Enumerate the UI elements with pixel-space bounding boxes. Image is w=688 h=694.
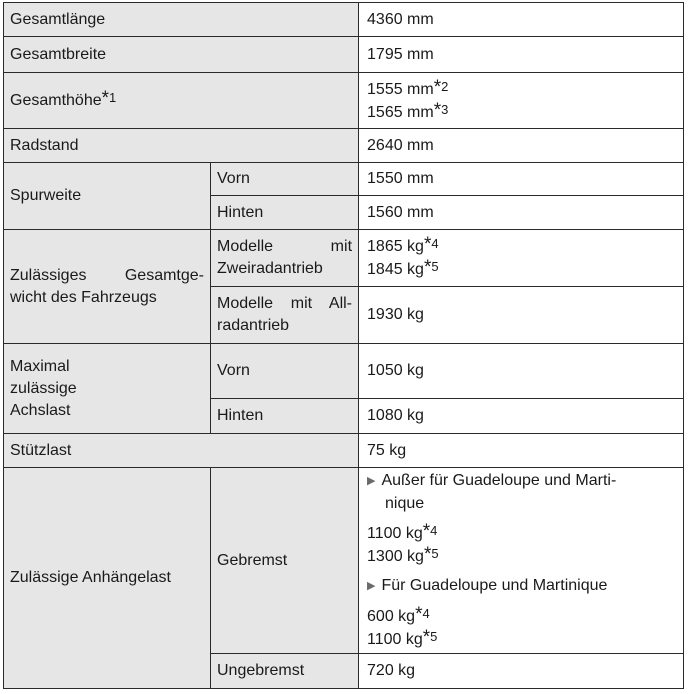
- value-line: 1845 $kg^{*5}$: [367, 257, 439, 278]
- label-modelle-zweiradantrieb: Modelle mit Zweiradantrieb: [211, 230, 359, 287]
- label-gesamtgewicht: Zulässiges Gesamtge- wicht des Fahrzeugs: [4, 230, 211, 344]
- value-line: 1300 $kg^{*5}$: [367, 544, 439, 565]
- label-anhaengelast: Zulässige Anhängelast: [4, 468, 211, 689]
- value-stuetzlast: 75 kg: [359, 434, 684, 468]
- row-gesamtlaenge: [4, 3, 684, 37]
- value-anhaengelast-gebremst: ▶ Außer für Guadeloupe und Marti- nique 1100 $kg^{*4}$ 1300 $kg^{*5}$ ▶ Für Guadeloupe und Martinique 600 $kg^{*4}$ 1100 $kg^{*5}$: [359, 468, 684, 654]
- row-anhaengelast-gebremst: [4, 468, 684, 654]
- label-gesamtbreite: Gesamtbreite: [4, 37, 359, 73]
- value-achslast-vorn: 1050 kg: [359, 344, 684, 399]
- label-ungebremst: Ungebremst: [211, 654, 359, 689]
- value-gesamtbreite: 1795 mm: [359, 37, 684, 73]
- value-line: 1100 $kg^{*4}$: [367, 521, 438, 542]
- value-line: 1555 $mm^{*2}$: [367, 76, 449, 98]
- label-achslast-hinten: Hinten: [211, 399, 359, 434]
- row-gesamthoehe: [4, 73, 684, 129]
- label-spurweite-hinten: Hinten: [211, 196, 359, 230]
- label-stuetzlast: Stützlast: [4, 434, 359, 468]
- value-line: 1865 $kg^{*4}$: [367, 234, 439, 255]
- label-gesamthoehe: [4, 73, 359, 129]
- row-stuetzlast: [4, 434, 684, 468]
- row-spurweite-vorn: [4, 163, 684, 196]
- row-gesamtbreite: [4, 37, 684, 73]
- label-gesamtlaenge: Gesamtlänge: [4, 3, 359, 37]
- row-achslast-vorn: [4, 344, 684, 399]
- value-spurweite-hinten: 1560 mm: [359, 196, 684, 230]
- value-achslast-hinten: 1080 kg: [359, 399, 684, 434]
- label-spurweite-vorn: Vorn: [211, 163, 359, 196]
- label-gebremst: Gebremst: [211, 468, 359, 654]
- value-gesamtlaenge: 4360 mm: [359, 3, 684, 37]
- value-line: 1100 $kg^{*5}$: [367, 627, 438, 648]
- value-radstand: 2640 mm: [359, 129, 684, 163]
- value-gesamthoehe: [359, 73, 684, 129]
- label-gesamthoehe-text: Gesamthöhe: [10, 92, 102, 109]
- label-achslast: Maximal zulässige Achslast: [4, 344, 211, 434]
- section-heading: ▶ Für Guadeloupe und Martinique: [367, 577, 608, 594]
- footnote-marker: *1: [101, 88, 117, 109]
- label-achslast-vorn: Vorn: [211, 344, 359, 399]
- row-radstand: [4, 129, 684, 163]
- triangle-right-icon: ▶: [367, 580, 376, 592]
- triangle-right-icon: ▶: [367, 475, 376, 487]
- value-gesamtgewicht-awd: 1930 kg: [359, 287, 684, 344]
- value-line: 1565 $mm^{*3}$: [367, 99, 449, 121]
- value-spurweite-vorn: 1550 mm: [359, 163, 684, 196]
- value-anhaengelast-ungebremst: 720 kg: [359, 654, 684, 689]
- specifications-table: [3, 2, 684, 689]
- value-gesamtgewicht-2wd: [359, 230, 684, 287]
- value-line: 600 $kg^{*4}$: [367, 604, 430, 625]
- label-radstand: Radstand: [4, 129, 359, 163]
- row-gesamtgewicht-2wd: [4, 230, 684, 287]
- label-spurweite: Spurweite: [4, 163, 211, 230]
- section-heading: ▶ Außer für Guadeloupe und Marti-: [367, 472, 617, 489]
- label-modelle-allradantrieb: Modelle mit All- radantrieb: [211, 287, 359, 344]
